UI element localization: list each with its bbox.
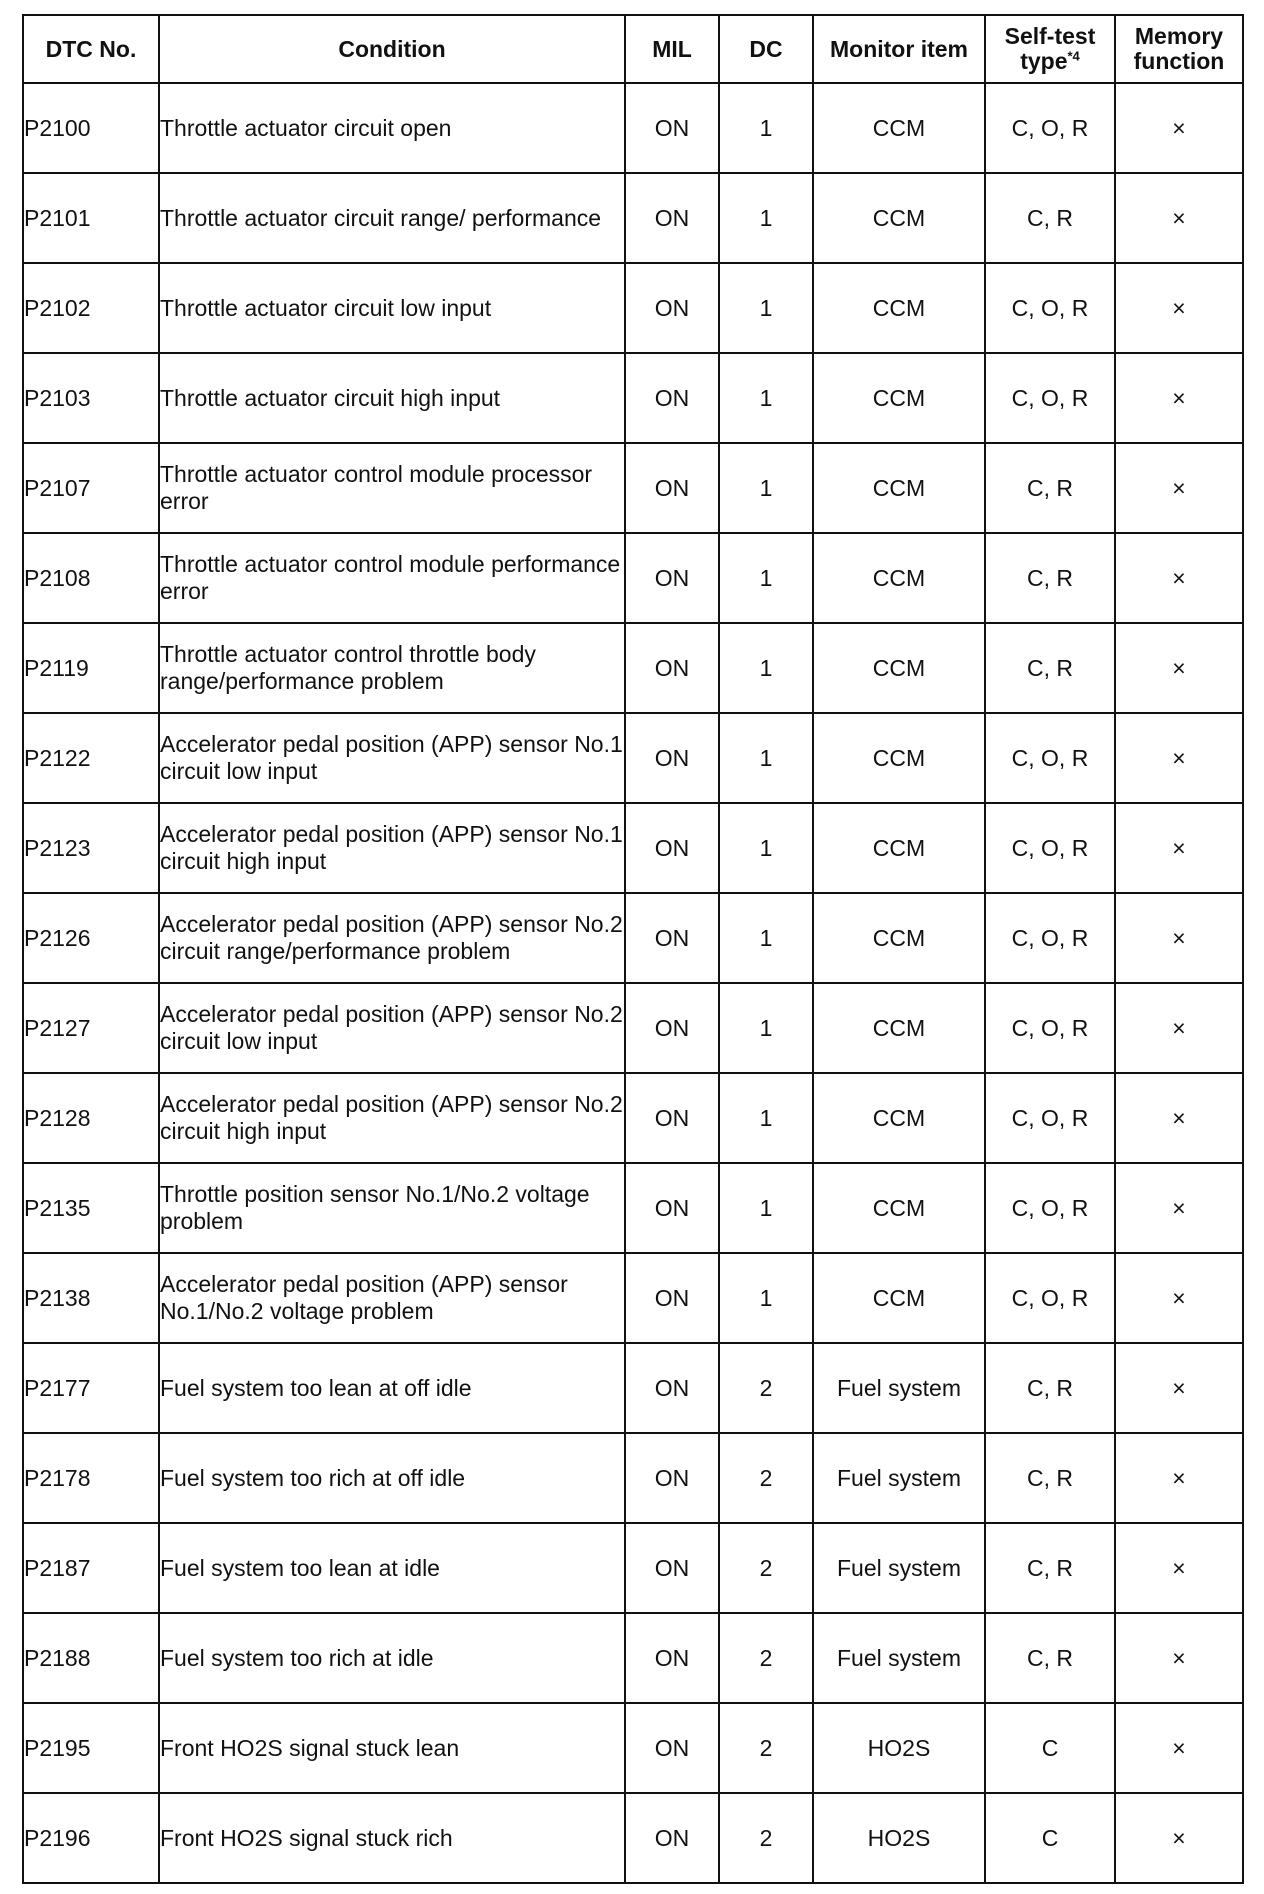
dtc-table-body (23, 83, 1243, 1883)
condition-cell: Throttle position sensor No.1/No.2 voltage problem (159, 1163, 625, 1253)
table-row (23, 443, 1243, 533)
memory-function-cell: × (1115, 533, 1243, 623)
mil-cell: ON (625, 1613, 719, 1703)
condition-cell: Accelerator pedal position (APP) sensor No.1 circuit high input (159, 803, 625, 893)
monitor-item-cell: CCM (813, 893, 985, 983)
header-mil: MIL (625, 15, 719, 83)
dc-cell: 2 (719, 1523, 813, 1613)
header-self-test-line2: type (1020, 48, 1068, 74)
self-test-type-cell: C, O, R (985, 353, 1115, 443)
condition-cell: Throttle actuator circuit high input (159, 353, 625, 443)
mil-cell: ON (625, 1073, 719, 1163)
monitor-item-cell: CCM (813, 983, 985, 1073)
monitor-item-cell: CCM (813, 803, 985, 893)
dtc-code: P2119 (23, 623, 159, 713)
memory-function-cell: × (1115, 173, 1243, 263)
table-row (23, 1433, 1243, 1523)
memory-function-cell: × (1115, 1253, 1243, 1343)
condition-cell: Throttle actuator circuit range/ performance (159, 173, 625, 263)
mil-cell: ON (625, 1163, 719, 1253)
monitor-item-cell: CCM (813, 623, 985, 713)
dc-cell: 1 (719, 83, 813, 173)
monitor-item-cell: HO2S (813, 1793, 985, 1883)
memory-function-cell: × (1115, 713, 1243, 803)
dtc-code: P2187 (23, 1523, 159, 1613)
memory-function-cell: × (1115, 1433, 1243, 1523)
dtc-code: P2127 (23, 983, 159, 1073)
condition-cell: Throttle actuator control module processor error (159, 443, 625, 533)
table-row (23, 353, 1243, 443)
dc-cell: 1 (719, 893, 813, 983)
footnote-marker: *4 (1067, 48, 1080, 64)
table-row (23, 1613, 1243, 1703)
dc-cell: 1 (719, 443, 813, 533)
condition-cell: Accelerator pedal position (APP) sensor No.1/No.2 voltage problem (159, 1253, 625, 1343)
memory-function-cell: × (1115, 1343, 1243, 1433)
dtc-table (22, 14, 1244, 1884)
memory-function-cell: × (1115, 623, 1243, 713)
memory-function-cell: × (1115, 1163, 1243, 1253)
condition-cell: Fuel system too lean at idle (159, 1523, 625, 1613)
memory-function-cell: × (1115, 803, 1243, 893)
self-test-type-cell: C, R (985, 1433, 1115, 1523)
mil-cell: ON (625, 443, 719, 533)
condition-cell: Fuel system too lean at off idle (159, 1343, 625, 1433)
dc-cell: 1 (719, 533, 813, 623)
dc-cell: 1 (719, 623, 813, 713)
monitor-item-cell: Fuel system (813, 1433, 985, 1523)
self-test-type-cell: C, R (985, 173, 1115, 263)
dtc-code: P2108 (23, 533, 159, 623)
dc-cell: 2 (719, 1433, 813, 1523)
condition-cell: Fuel system too rich at off idle (159, 1433, 625, 1523)
self-test-type-cell: C, O, R (985, 83, 1115, 173)
self-test-type-cell: C, R (985, 533, 1115, 623)
mil-cell: ON (625, 173, 719, 263)
memory-function-cell: × (1115, 1523, 1243, 1613)
self-test-type-cell: C, R (985, 1343, 1115, 1433)
table-row (23, 1793, 1243, 1883)
dc-cell: 2 (719, 1343, 813, 1433)
dtc-code: P2103 (23, 353, 159, 443)
memory-function-cell: × (1115, 353, 1243, 443)
self-test-type-cell: C, R (985, 1523, 1115, 1613)
memory-function-cell: × (1115, 893, 1243, 983)
condition-cell: Accelerator pedal position (APP) sensor No.1 circuit low input (159, 713, 625, 803)
table-row (23, 983, 1243, 1073)
header-condition: Condition (159, 15, 625, 83)
dtc-code: P2128 (23, 1073, 159, 1163)
self-test-type-cell: C, O, R (985, 713, 1115, 803)
dtc-code: P2195 (23, 1703, 159, 1793)
monitor-item-cell: HO2S (813, 1703, 985, 1793)
self-test-type-cell: C, O, R (985, 263, 1115, 353)
table-row (23, 533, 1243, 623)
mil-cell: ON (625, 263, 719, 353)
dc-cell: 1 (719, 1073, 813, 1163)
mil-cell: ON (625, 1703, 719, 1793)
dtc-code: P2196 (23, 1793, 159, 1883)
table-row (23, 83, 1243, 173)
mil-cell: ON (625, 623, 719, 713)
self-test-type-cell: C, R (985, 443, 1115, 533)
condition-cell: Throttle actuator control module performance error (159, 533, 625, 623)
dtc-code: P2177 (23, 1343, 159, 1433)
monitor-item-cell: Fuel system (813, 1343, 985, 1433)
self-test-type-cell: C, R (985, 623, 1115, 713)
memory-function-cell: × (1115, 983, 1243, 1073)
dc-cell: 1 (719, 263, 813, 353)
header-memory-line2: function (1133, 48, 1225, 74)
condition-cell: Front HO2S signal stuck rich (159, 1793, 625, 1883)
header-self-test-type (985, 15, 1115, 83)
dtc-code: P2107 (23, 443, 159, 533)
dc-cell: 2 (719, 1793, 813, 1883)
table-row (23, 1523, 1243, 1613)
mil-cell: ON (625, 1253, 719, 1343)
table-row (23, 893, 1243, 983)
header-self-test-line2-wrap (986, 49, 1114, 74)
monitor-item-cell: CCM (813, 443, 985, 533)
table-row (23, 1703, 1243, 1793)
self-test-type-cell: C, O, R (985, 983, 1115, 1073)
table-row (23, 623, 1243, 713)
dtc-code: P2123 (23, 803, 159, 893)
monitor-item-cell: Fuel system (813, 1613, 985, 1703)
dtc-code: P2188 (23, 1613, 159, 1703)
self-test-type-cell: C, O, R (985, 1253, 1115, 1343)
header-row (23, 15, 1243, 83)
self-test-type-cell: C, R (985, 1613, 1115, 1703)
condition-cell: Accelerator pedal position (APP) sensor No.2 circuit low input (159, 983, 625, 1073)
self-test-type-cell: C, O, R (985, 1163, 1115, 1253)
dc-cell: 1 (719, 173, 813, 263)
mil-cell: ON (625, 713, 719, 803)
mil-cell: ON (625, 1523, 719, 1613)
monitor-item-cell: CCM (813, 353, 985, 443)
memory-function-cell: × (1115, 263, 1243, 353)
memory-function-cell: × (1115, 1703, 1243, 1793)
dc-cell: 2 (719, 1613, 813, 1703)
dtc-code: P2122 (23, 713, 159, 803)
memory-function-cell: × (1115, 1073, 1243, 1163)
header-monitor-item: Monitor item (813, 15, 985, 83)
table-row (23, 803, 1243, 893)
condition-cell: Throttle actuator circuit open (159, 83, 625, 173)
memory-function-cell: × (1115, 1613, 1243, 1703)
header-self-test-line1: Self-test (1004, 23, 1096, 49)
dc-cell: 1 (719, 353, 813, 443)
dtc-code: P2100 (23, 83, 159, 173)
dc-cell: 2 (719, 1703, 813, 1793)
mil-cell: ON (625, 893, 719, 983)
header-memory-line1: Memory (1134, 23, 1224, 49)
table-row (23, 263, 1243, 353)
mil-cell: ON (625, 803, 719, 893)
header-dtc-no: DTC No. (23, 15, 159, 83)
memory-function-cell: × (1115, 83, 1243, 173)
table-row (23, 1253, 1243, 1343)
self-test-type-cell: C, O, R (985, 1073, 1115, 1163)
monitor-item-cell: Fuel system (813, 1523, 985, 1613)
dtc-code: P2178 (23, 1433, 159, 1523)
header-dc: DC (719, 15, 813, 83)
mil-cell: ON (625, 983, 719, 1073)
table-row (23, 1343, 1243, 1433)
table-row (23, 1163, 1243, 1253)
mil-cell: ON (625, 1433, 719, 1523)
dc-cell: 1 (719, 1253, 813, 1343)
table-row (23, 173, 1243, 263)
mil-cell: ON (625, 83, 719, 173)
header-memory-function (1115, 15, 1243, 83)
monitor-item-cell: CCM (813, 1163, 985, 1253)
condition-cell: Accelerator pedal position (APP) sensor No.2 circuit high input (159, 1073, 625, 1163)
table-row (23, 713, 1243, 803)
monitor-item-cell: CCM (813, 1073, 985, 1163)
monitor-item-cell: CCM (813, 713, 985, 803)
condition-cell: Front HO2S signal stuck lean (159, 1703, 625, 1793)
condition-cell: Throttle actuator control throttle body range/performance problem (159, 623, 625, 713)
memory-function-cell: × (1115, 1793, 1243, 1883)
self-test-type-cell: C, O, R (985, 893, 1115, 983)
dtc-code: P2135 (23, 1163, 159, 1253)
dc-cell: 1 (719, 803, 813, 893)
dtc-code: P2102 (23, 263, 159, 353)
self-test-type-cell: C, O, R (985, 803, 1115, 893)
mil-cell: ON (625, 1793, 719, 1883)
condition-cell: Accelerator pedal position (APP) sensor No.2 circuit range/performance problem (159, 893, 625, 983)
monitor-item-cell: CCM (813, 263, 985, 353)
dtc-code: P2101 (23, 173, 159, 263)
dtc-table-page (22, 14, 1244, 1884)
condition-cell: Throttle actuator circuit low input (159, 263, 625, 353)
self-test-type-cell: C (985, 1793, 1115, 1883)
dc-cell: 1 (719, 983, 813, 1073)
mil-cell: ON (625, 353, 719, 443)
dtc-code: P2126 (23, 893, 159, 983)
memory-function-cell: × (1115, 443, 1243, 533)
dc-cell: 1 (719, 713, 813, 803)
mil-cell: ON (625, 533, 719, 623)
monitor-item-cell: CCM (813, 173, 985, 263)
monitor-item-cell: CCM (813, 533, 985, 623)
table-row (23, 1073, 1243, 1163)
dc-cell: 1 (719, 1163, 813, 1253)
monitor-item-cell: CCM (813, 83, 985, 173)
dtc-code: P2138 (23, 1253, 159, 1343)
monitor-item-cell: CCM (813, 1253, 985, 1343)
self-test-type-cell: C (985, 1703, 1115, 1793)
mil-cell: ON (625, 1343, 719, 1433)
condition-cell: Fuel system too rich at idle (159, 1613, 625, 1703)
